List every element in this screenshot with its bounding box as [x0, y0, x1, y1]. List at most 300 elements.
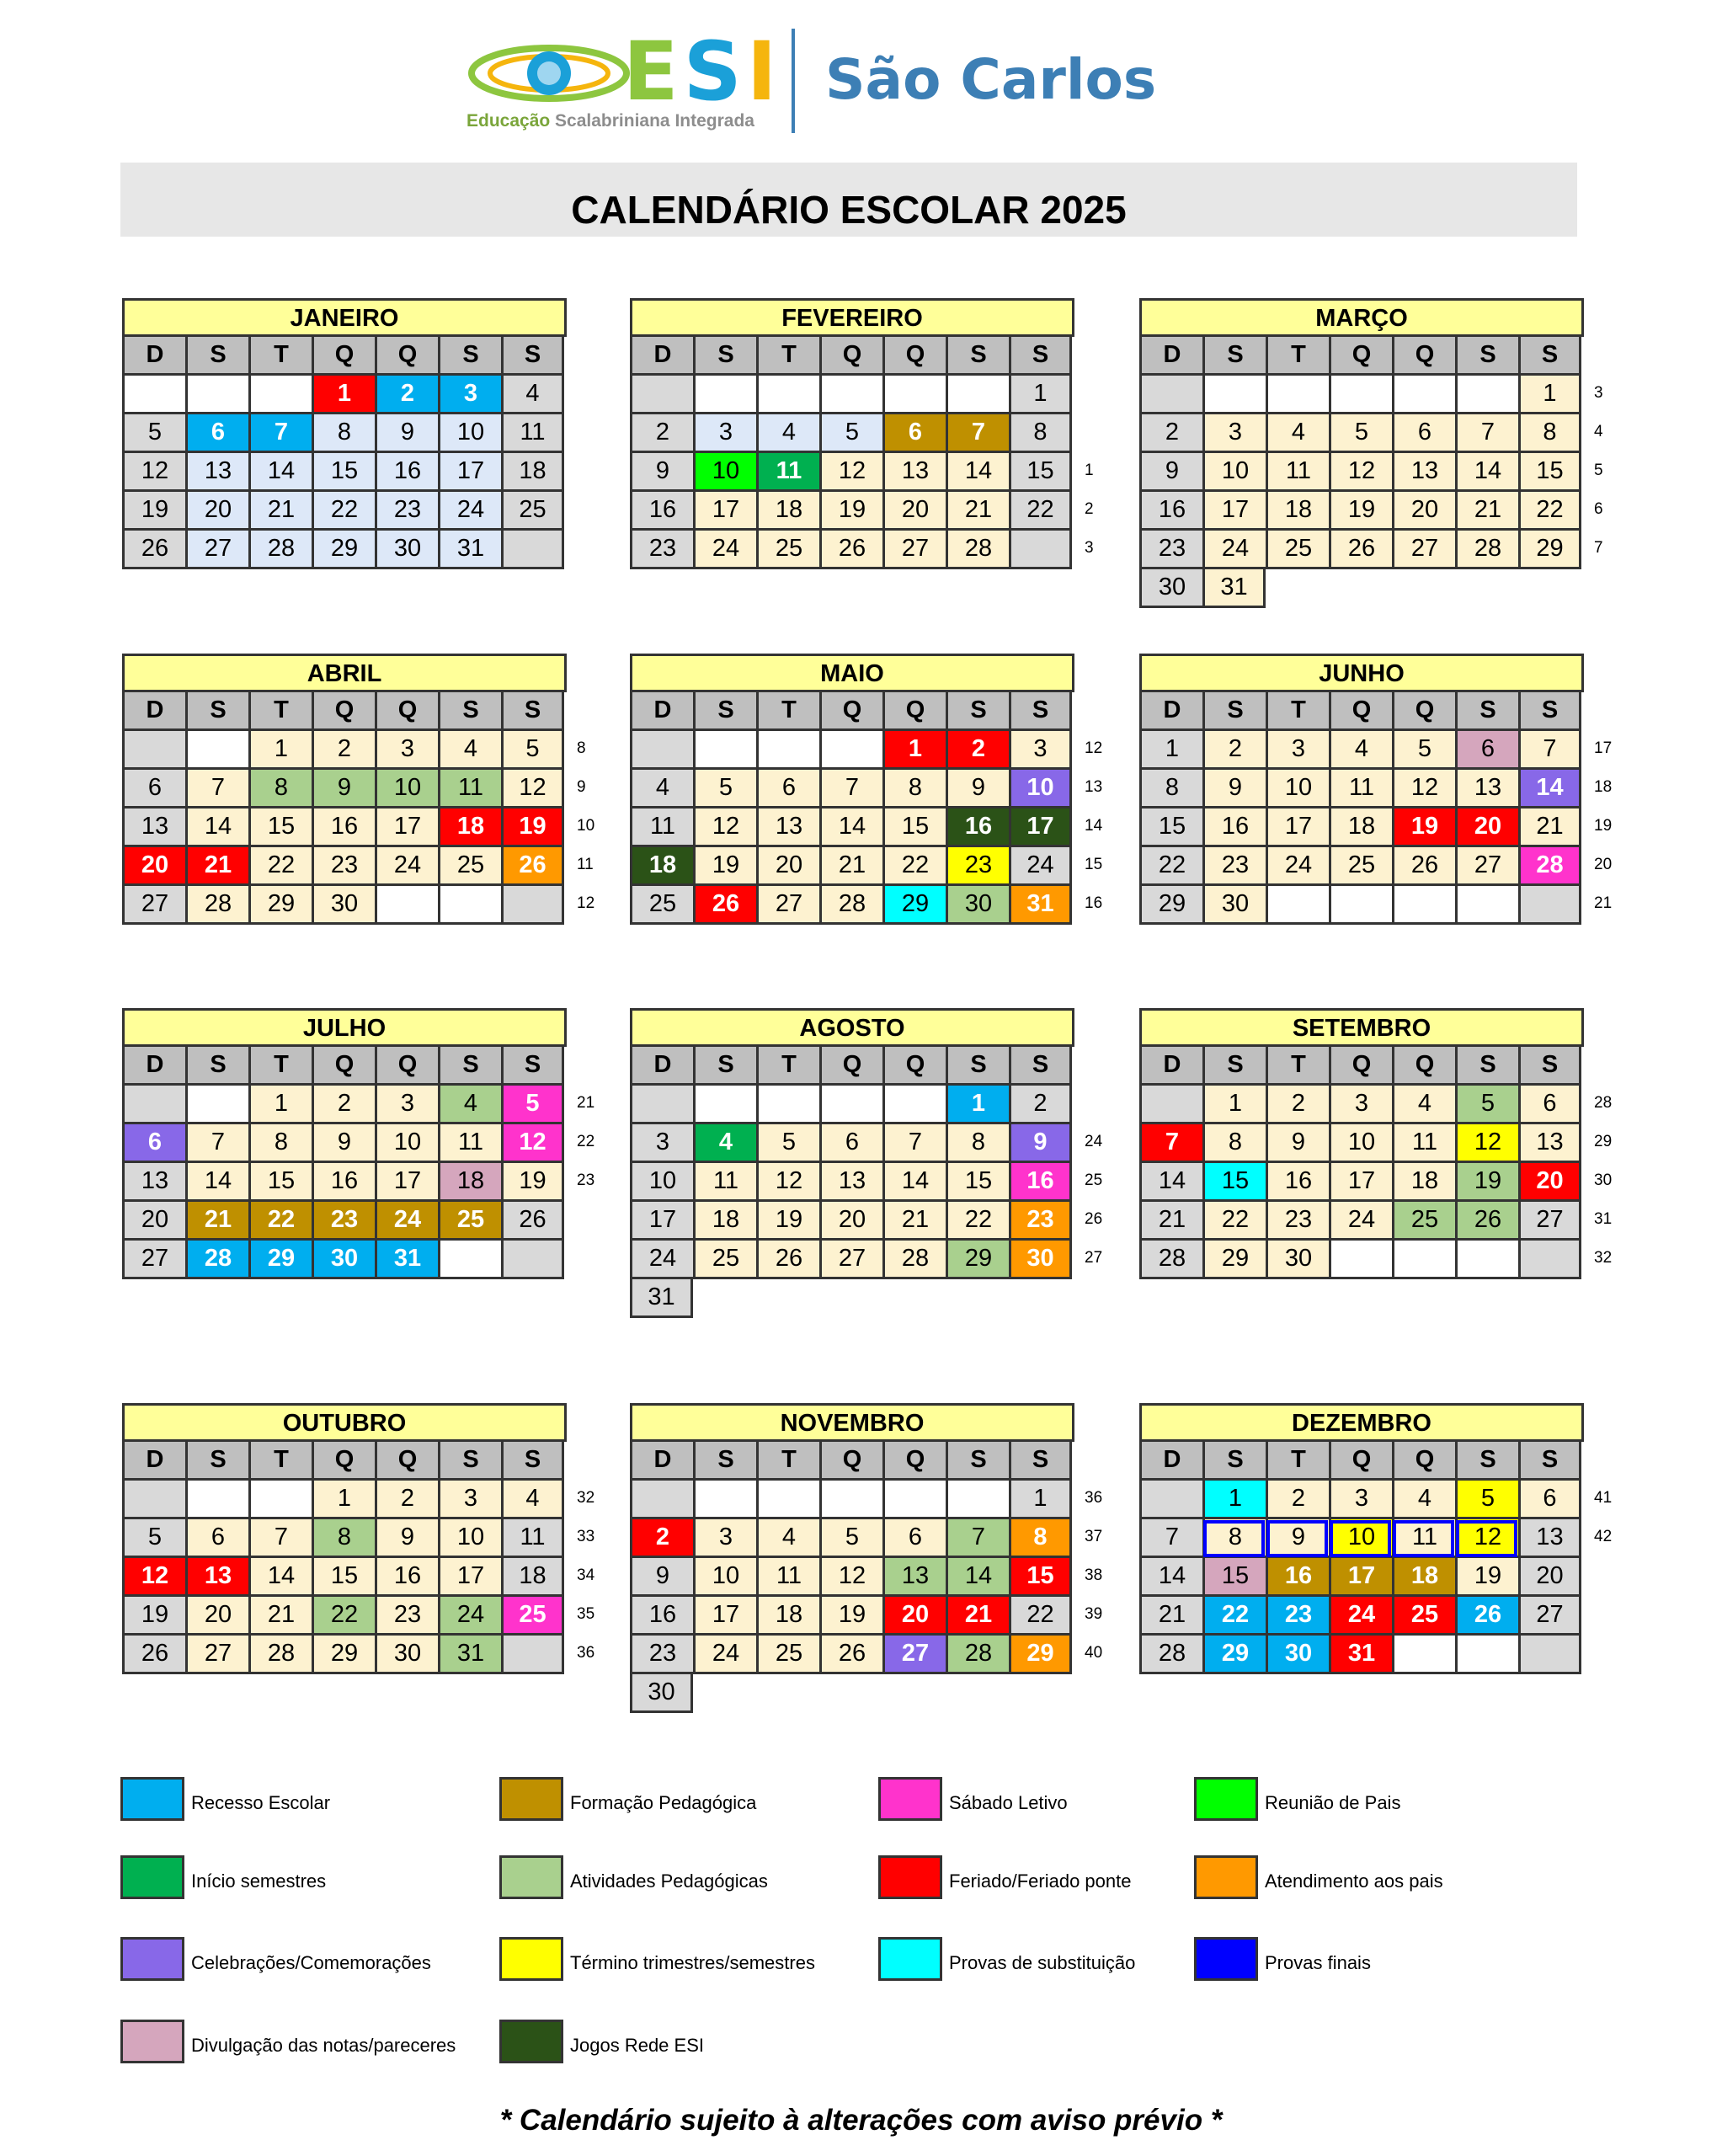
day-cell: 20	[1392, 492, 1455, 531]
weekday-header	[1139, 337, 1584, 376]
day-cell: 23	[375, 1597, 438, 1636]
day-cell: 15	[248, 1163, 312, 1202]
week-row	[122, 1597, 567, 1636]
day-cell	[1455, 1636, 1518, 1674]
week-row	[630, 1279, 1074, 1318]
day-cell: 8	[1009, 1519, 1072, 1558]
day-cell: 8	[248, 1124, 312, 1163]
day-cell: 11	[1329, 770, 1392, 808]
weekday-label: Q	[1392, 337, 1455, 376]
day-cell: 13	[882, 1558, 946, 1597]
week-row	[1139, 1086, 1584, 1124]
week-number: 21	[577, 1094, 595, 1112]
day-cell: 29	[1009, 1636, 1072, 1674]
day-cell	[438, 886, 501, 925]
day-cell: 25	[756, 531, 819, 569]
day-cell	[693, 731, 756, 770]
day-cell: 16	[1139, 492, 1202, 531]
legend-item	[1194, 1937, 1371, 1981]
legend-item	[120, 1937, 431, 1981]
day-cell: 19	[819, 492, 882, 531]
day-cell: 8	[882, 770, 946, 808]
legend-item	[878, 1855, 1131, 1899]
week-number: 37	[1085, 1528, 1103, 1545]
day-cell	[1266, 886, 1329, 925]
day-cell: 7	[1518, 731, 1581, 770]
day-cell	[1392, 886, 1455, 925]
day-cell: 28	[1518, 847, 1581, 886]
week-number: 20	[1594, 856, 1613, 873]
day-cell: 7	[248, 1519, 312, 1558]
week-row	[1139, 453, 1584, 492]
day-cell: 12	[819, 453, 882, 492]
legend-item	[878, 1777, 1068, 1821]
day-cell: 21	[1455, 492, 1518, 531]
day-cell: 18	[1392, 1558, 1455, 1597]
day-cell: 14	[185, 808, 248, 847]
weekday-label: D	[630, 1047, 693, 1086]
week-row	[630, 531, 1074, 569]
week-number: 3	[1594, 384, 1603, 402]
day-cell: 20	[756, 847, 819, 886]
legend-label: Atendimento aos pais	[1265, 1870, 1443, 1892]
day-cell: 11	[756, 453, 819, 492]
day-cell	[248, 1481, 312, 1519]
day-cell: 9	[375, 1519, 438, 1558]
day-cell: 3	[438, 376, 501, 414]
week-row	[630, 1636, 1074, 1674]
weekday-label: Q	[819, 337, 882, 376]
day-cell: 1	[248, 731, 312, 770]
day-cell: 31	[438, 531, 501, 569]
day-cell: 4	[630, 770, 693, 808]
day-cell: 12	[1392, 770, 1455, 808]
day-cell: 22	[1009, 1597, 1072, 1636]
day-cell	[756, 1481, 819, 1519]
week-number: 15	[1085, 856, 1103, 873]
day-cell: 14	[946, 453, 1009, 492]
day-cell: 26	[819, 531, 882, 569]
day-cell: 18	[756, 492, 819, 531]
day-cell: 27	[185, 531, 248, 569]
week-row	[630, 1202, 1074, 1241]
day-cell: 15	[1518, 453, 1581, 492]
day-cell: 7	[1139, 1519, 1202, 1558]
day-cell	[756, 376, 819, 414]
day-cell: 3	[693, 414, 756, 453]
day-cell: 29	[312, 531, 375, 569]
day-cell	[1455, 1241, 1518, 1279]
week-number: 21	[1594, 894, 1613, 912]
day-cell: 11	[1266, 453, 1329, 492]
day-cell: 8	[312, 1519, 375, 1558]
week-row	[122, 492, 567, 531]
legend-item	[120, 1777, 330, 1821]
day-cell: 15	[1009, 453, 1072, 492]
weekday-label: S	[438, 692, 501, 731]
day-cell	[185, 1086, 248, 1124]
day-cell: 15	[882, 808, 946, 847]
day-cell: 25	[501, 492, 564, 531]
day-cell	[819, 731, 882, 770]
day-cell: 19	[1455, 1558, 1518, 1597]
month-março	[1139, 298, 1603, 608]
week-number: 9	[577, 778, 586, 796]
day-cell: 4	[501, 1481, 564, 1519]
day-cell: 18	[1266, 492, 1329, 531]
weekday-label: Q	[1392, 692, 1455, 731]
day-cell: 24	[1009, 847, 1072, 886]
weekday-header	[122, 337, 567, 376]
day-cell: 4	[756, 414, 819, 453]
day-cell	[819, 1481, 882, 1519]
week-row	[630, 808, 1074, 847]
week-row	[630, 1519, 1074, 1558]
day-cell: 13	[185, 1558, 248, 1597]
day-cell: 9	[946, 770, 1009, 808]
day-cell	[946, 376, 1009, 414]
day-cell: 23	[630, 531, 693, 569]
day-cell: 5	[693, 770, 756, 808]
day-cell: 28	[882, 1241, 946, 1279]
week-row	[630, 886, 1074, 925]
day-cell: 17	[693, 1597, 756, 1636]
week-row	[122, 731, 567, 770]
weekday-header	[122, 692, 567, 731]
month-title: JULHO	[122, 1008, 567, 1047]
day-cell: 1	[882, 731, 946, 770]
week-row	[630, 492, 1074, 531]
week-row	[630, 1481, 1074, 1519]
day-cell	[693, 1086, 756, 1124]
day-cell: 6	[1392, 414, 1455, 453]
day-cell: 10	[438, 414, 501, 453]
weekday-label: T	[248, 337, 312, 376]
day-cell: 17	[375, 808, 438, 847]
legend-label: Divulgação das notas/pareceres	[191, 2035, 456, 2056]
day-cell: 21	[248, 492, 312, 531]
day-cell: 5	[756, 1124, 819, 1163]
day-cell: 29	[1518, 531, 1581, 569]
week-row	[122, 886, 567, 925]
day-cell: 26	[501, 1202, 564, 1241]
day-cell: 8	[312, 414, 375, 453]
day-cell: 16	[1009, 1163, 1072, 1202]
day-cell: 28	[946, 531, 1009, 569]
legend-label: Provas finais	[1265, 1952, 1371, 1973]
day-cell	[122, 731, 185, 770]
legend-label: Sábado Letivo	[949, 1792, 1068, 1813]
day-cell: 13	[1518, 1124, 1581, 1163]
day-cell: 11	[756, 1558, 819, 1597]
day-cell: 11	[501, 1519, 564, 1558]
week-row	[122, 1086, 567, 1124]
day-cell: 21	[1139, 1202, 1202, 1241]
week-number: 28	[1594, 1094, 1613, 1112]
weekday-header	[630, 1047, 1074, 1086]
week-row	[1139, 1481, 1584, 1519]
weekday-label: S	[1455, 337, 1518, 376]
weekday-header	[630, 692, 1074, 731]
day-cell: 8	[1518, 414, 1581, 453]
day-cell: 25	[756, 1636, 819, 1674]
weekday-label: D	[122, 692, 185, 731]
weekday-label: Q	[1329, 1047, 1392, 1086]
weekday-label: S	[438, 337, 501, 376]
day-cell: 25	[501, 1597, 564, 1636]
weekday-label: D	[630, 337, 693, 376]
day-cell	[1392, 1241, 1455, 1279]
week-row	[1139, 1124, 1584, 1163]
week-row	[122, 1519, 567, 1558]
day-cell: 16	[630, 492, 693, 531]
day-cell: 17	[1329, 1163, 1392, 1202]
day-cell: 30	[1202, 886, 1266, 925]
day-cell	[185, 1481, 248, 1519]
day-cell: 4	[438, 1086, 501, 1124]
weekday-label: Q	[882, 692, 946, 731]
day-cell	[1139, 376, 1202, 414]
week-row	[122, 453, 567, 492]
week-number: 36	[1085, 1489, 1103, 1507]
day-cell: 20	[122, 1202, 185, 1241]
week-row	[630, 1674, 1074, 1713]
day-cell: 4	[693, 1124, 756, 1163]
day-cell: 10	[375, 1124, 438, 1163]
legend-item	[499, 2020, 704, 2063]
day-cell: 14	[882, 1163, 946, 1202]
month-janeiro	[122, 298, 567, 569]
day-cell: 27	[1455, 847, 1518, 886]
week-number: 7	[1594, 539, 1603, 557]
day-cell: 18	[756, 1597, 819, 1636]
day-cell: 15	[312, 1558, 375, 1597]
day-cell: 2	[1266, 1481, 1329, 1519]
day-cell	[882, 1481, 946, 1519]
day-cell: 11	[438, 770, 501, 808]
day-cell: 3	[438, 1481, 501, 1519]
day-cell: 1	[1139, 731, 1202, 770]
day-cell	[1139, 1481, 1202, 1519]
week-row	[122, 1124, 567, 1163]
weekday-label: S	[946, 692, 1009, 731]
day-cell	[756, 1086, 819, 1124]
day-cell	[1518, 1241, 1581, 1279]
day-cell: 2	[630, 1519, 693, 1558]
weekday-label: T	[756, 337, 819, 376]
day-cell	[819, 1086, 882, 1124]
day-cell: 6	[185, 414, 248, 453]
week-number: 34	[577, 1566, 595, 1584]
day-cell	[1009, 531, 1072, 569]
week-row	[1139, 847, 1584, 886]
day-cell: 24	[438, 1597, 501, 1636]
day-cell: 21	[185, 847, 248, 886]
day-cell: 5	[122, 1519, 185, 1558]
day-cell: 21	[946, 492, 1009, 531]
day-cell: 20	[185, 1597, 248, 1636]
day-cell	[756, 731, 819, 770]
day-cell: 28	[946, 1636, 1009, 1674]
week-number: 8	[577, 739, 586, 757]
day-cell	[1392, 376, 1455, 414]
day-cell: 9	[312, 1124, 375, 1163]
day-cell: 11	[1392, 1519, 1455, 1558]
week-number: 5	[1594, 462, 1603, 479]
day-cell: 8	[946, 1124, 1009, 1163]
legend-item	[120, 1855, 326, 1899]
week-row	[1139, 1597, 1584, 1636]
day-cell: 16	[946, 808, 1009, 847]
month-agosto	[630, 1008, 1103, 1318]
page-title: CALENDÁRIO ESCOLAR 2025	[571, 188, 1127, 232]
month-title: JANEIRO	[122, 298, 567, 337]
day-cell	[501, 886, 564, 925]
weekday-label: Q	[819, 692, 882, 731]
month-title: MAIO	[630, 654, 1074, 692]
weekday-label: S	[946, 337, 1009, 376]
legend-item	[878, 1937, 1135, 1981]
day-cell: 19	[819, 1597, 882, 1636]
day-cell: 1	[1518, 376, 1581, 414]
day-cell: 1	[312, 376, 375, 414]
day-cell: 6	[882, 1519, 946, 1558]
day-cell	[375, 886, 438, 925]
week-number: 14	[1085, 817, 1103, 835]
day-cell: 13	[882, 453, 946, 492]
day-cell: 4	[1266, 414, 1329, 453]
weekday-label: T	[1266, 337, 1329, 376]
week-number: 11	[577, 856, 594, 873]
day-cell: 7	[946, 414, 1009, 453]
day-cell: 5	[1455, 1481, 1518, 1519]
title-bar	[120, 163, 1577, 237]
day-cell: 12	[1329, 453, 1392, 492]
day-cell: 25	[1329, 847, 1392, 886]
weekday-label: S	[693, 692, 756, 731]
day-cell	[1139, 1086, 1202, 1124]
day-cell: 15	[248, 808, 312, 847]
day-cell: 26	[693, 886, 756, 925]
day-cell: 6	[1518, 1086, 1581, 1124]
week-row	[630, 1086, 1074, 1124]
day-cell: 21	[1518, 808, 1581, 847]
week-number: 1	[1085, 462, 1094, 479]
weekday-label: Q	[1329, 1442, 1392, 1481]
header	[455, 17, 1297, 143]
day-cell: 22	[248, 1202, 312, 1241]
weekday-label: T	[1266, 1442, 1329, 1481]
week-row	[122, 1241, 567, 1279]
day-cell: 19	[501, 808, 564, 847]
day-cell: 31	[630, 1279, 693, 1318]
day-cell	[185, 376, 248, 414]
week-number: 17	[1594, 739, 1613, 757]
day-cell: 19	[122, 1597, 185, 1636]
week-number: 39	[1085, 1605, 1103, 1623]
day-cell	[438, 1241, 501, 1279]
month-setembro	[1139, 1008, 1613, 1279]
legend-label: Feriado/Feriado ponte	[949, 1870, 1132, 1892]
day-cell: 24	[1329, 1202, 1392, 1241]
logo-divider	[792, 29, 795, 133]
weekday-label: S	[693, 337, 756, 376]
week-number: 4	[1594, 423, 1603, 440]
day-cell: 18	[693, 1202, 756, 1241]
day-cell	[122, 376, 185, 414]
day-cell: 20	[1518, 1163, 1581, 1202]
weekday-label: T	[1266, 1047, 1329, 1086]
day-cell: 10	[1202, 453, 1266, 492]
weekday-label: Q	[312, 1047, 375, 1086]
weekday-label: Q	[882, 1047, 946, 1086]
day-cell: 25	[1392, 1202, 1455, 1241]
day-cell: 7	[819, 770, 882, 808]
weekday-header	[1139, 1047, 1584, 1086]
day-cell: 9	[1202, 770, 1266, 808]
day-cell: 7	[882, 1124, 946, 1163]
day-cell: 14	[1518, 770, 1581, 808]
day-cell: 17	[630, 1202, 693, 1241]
weekday-header	[122, 1442, 567, 1481]
day-cell: 7	[946, 1519, 1009, 1558]
month-julho	[122, 1008, 595, 1279]
day-cell: 18	[501, 453, 564, 492]
day-cell: 30	[1266, 1241, 1329, 1279]
day-cell: 20	[122, 847, 185, 886]
weekday-label: T	[756, 692, 819, 731]
month-outubro	[122, 1403, 595, 1674]
day-cell: 12	[501, 1124, 564, 1163]
day-cell: 29	[882, 886, 946, 925]
week-row	[630, 414, 1074, 453]
weekday-label: S	[693, 1442, 756, 1481]
legend-swatch	[499, 2020, 563, 2063]
week-row	[122, 1202, 567, 1241]
weekday-label: Q	[312, 1442, 375, 1481]
week-row	[630, 731, 1074, 770]
week-row	[1139, 492, 1584, 531]
weekday-label: S	[185, 1442, 248, 1481]
weekday-label: Q	[312, 692, 375, 731]
day-cell: 26	[1455, 1202, 1518, 1241]
weekday-label: S	[1009, 692, 1072, 731]
day-cell: 22	[312, 492, 375, 531]
day-cell: 27	[122, 886, 185, 925]
week-row	[630, 1124, 1074, 1163]
week-row	[1139, 376, 1584, 414]
day-cell: 5	[501, 1086, 564, 1124]
day-cell: 29	[248, 886, 312, 925]
day-cell: 1	[1009, 1481, 1072, 1519]
day-cell: 3	[1009, 731, 1072, 770]
weekday-label: Q	[1329, 337, 1392, 376]
day-cell: 10	[1009, 770, 1072, 808]
weekday-label: T	[1266, 692, 1329, 731]
weekday-label: D	[1139, 692, 1202, 731]
day-cell: 2	[1139, 414, 1202, 453]
day-cell	[1518, 1636, 1581, 1674]
week-row	[630, 376, 1074, 414]
day-cell: 17	[438, 1558, 501, 1597]
day-cell: 23	[375, 492, 438, 531]
week-row	[1139, 414, 1584, 453]
weekday-label: S	[946, 1047, 1009, 1086]
day-cell: 30	[375, 531, 438, 569]
day-cell: 19	[756, 1202, 819, 1241]
day-cell: 12	[693, 808, 756, 847]
weekday-label: S	[1518, 692, 1581, 731]
